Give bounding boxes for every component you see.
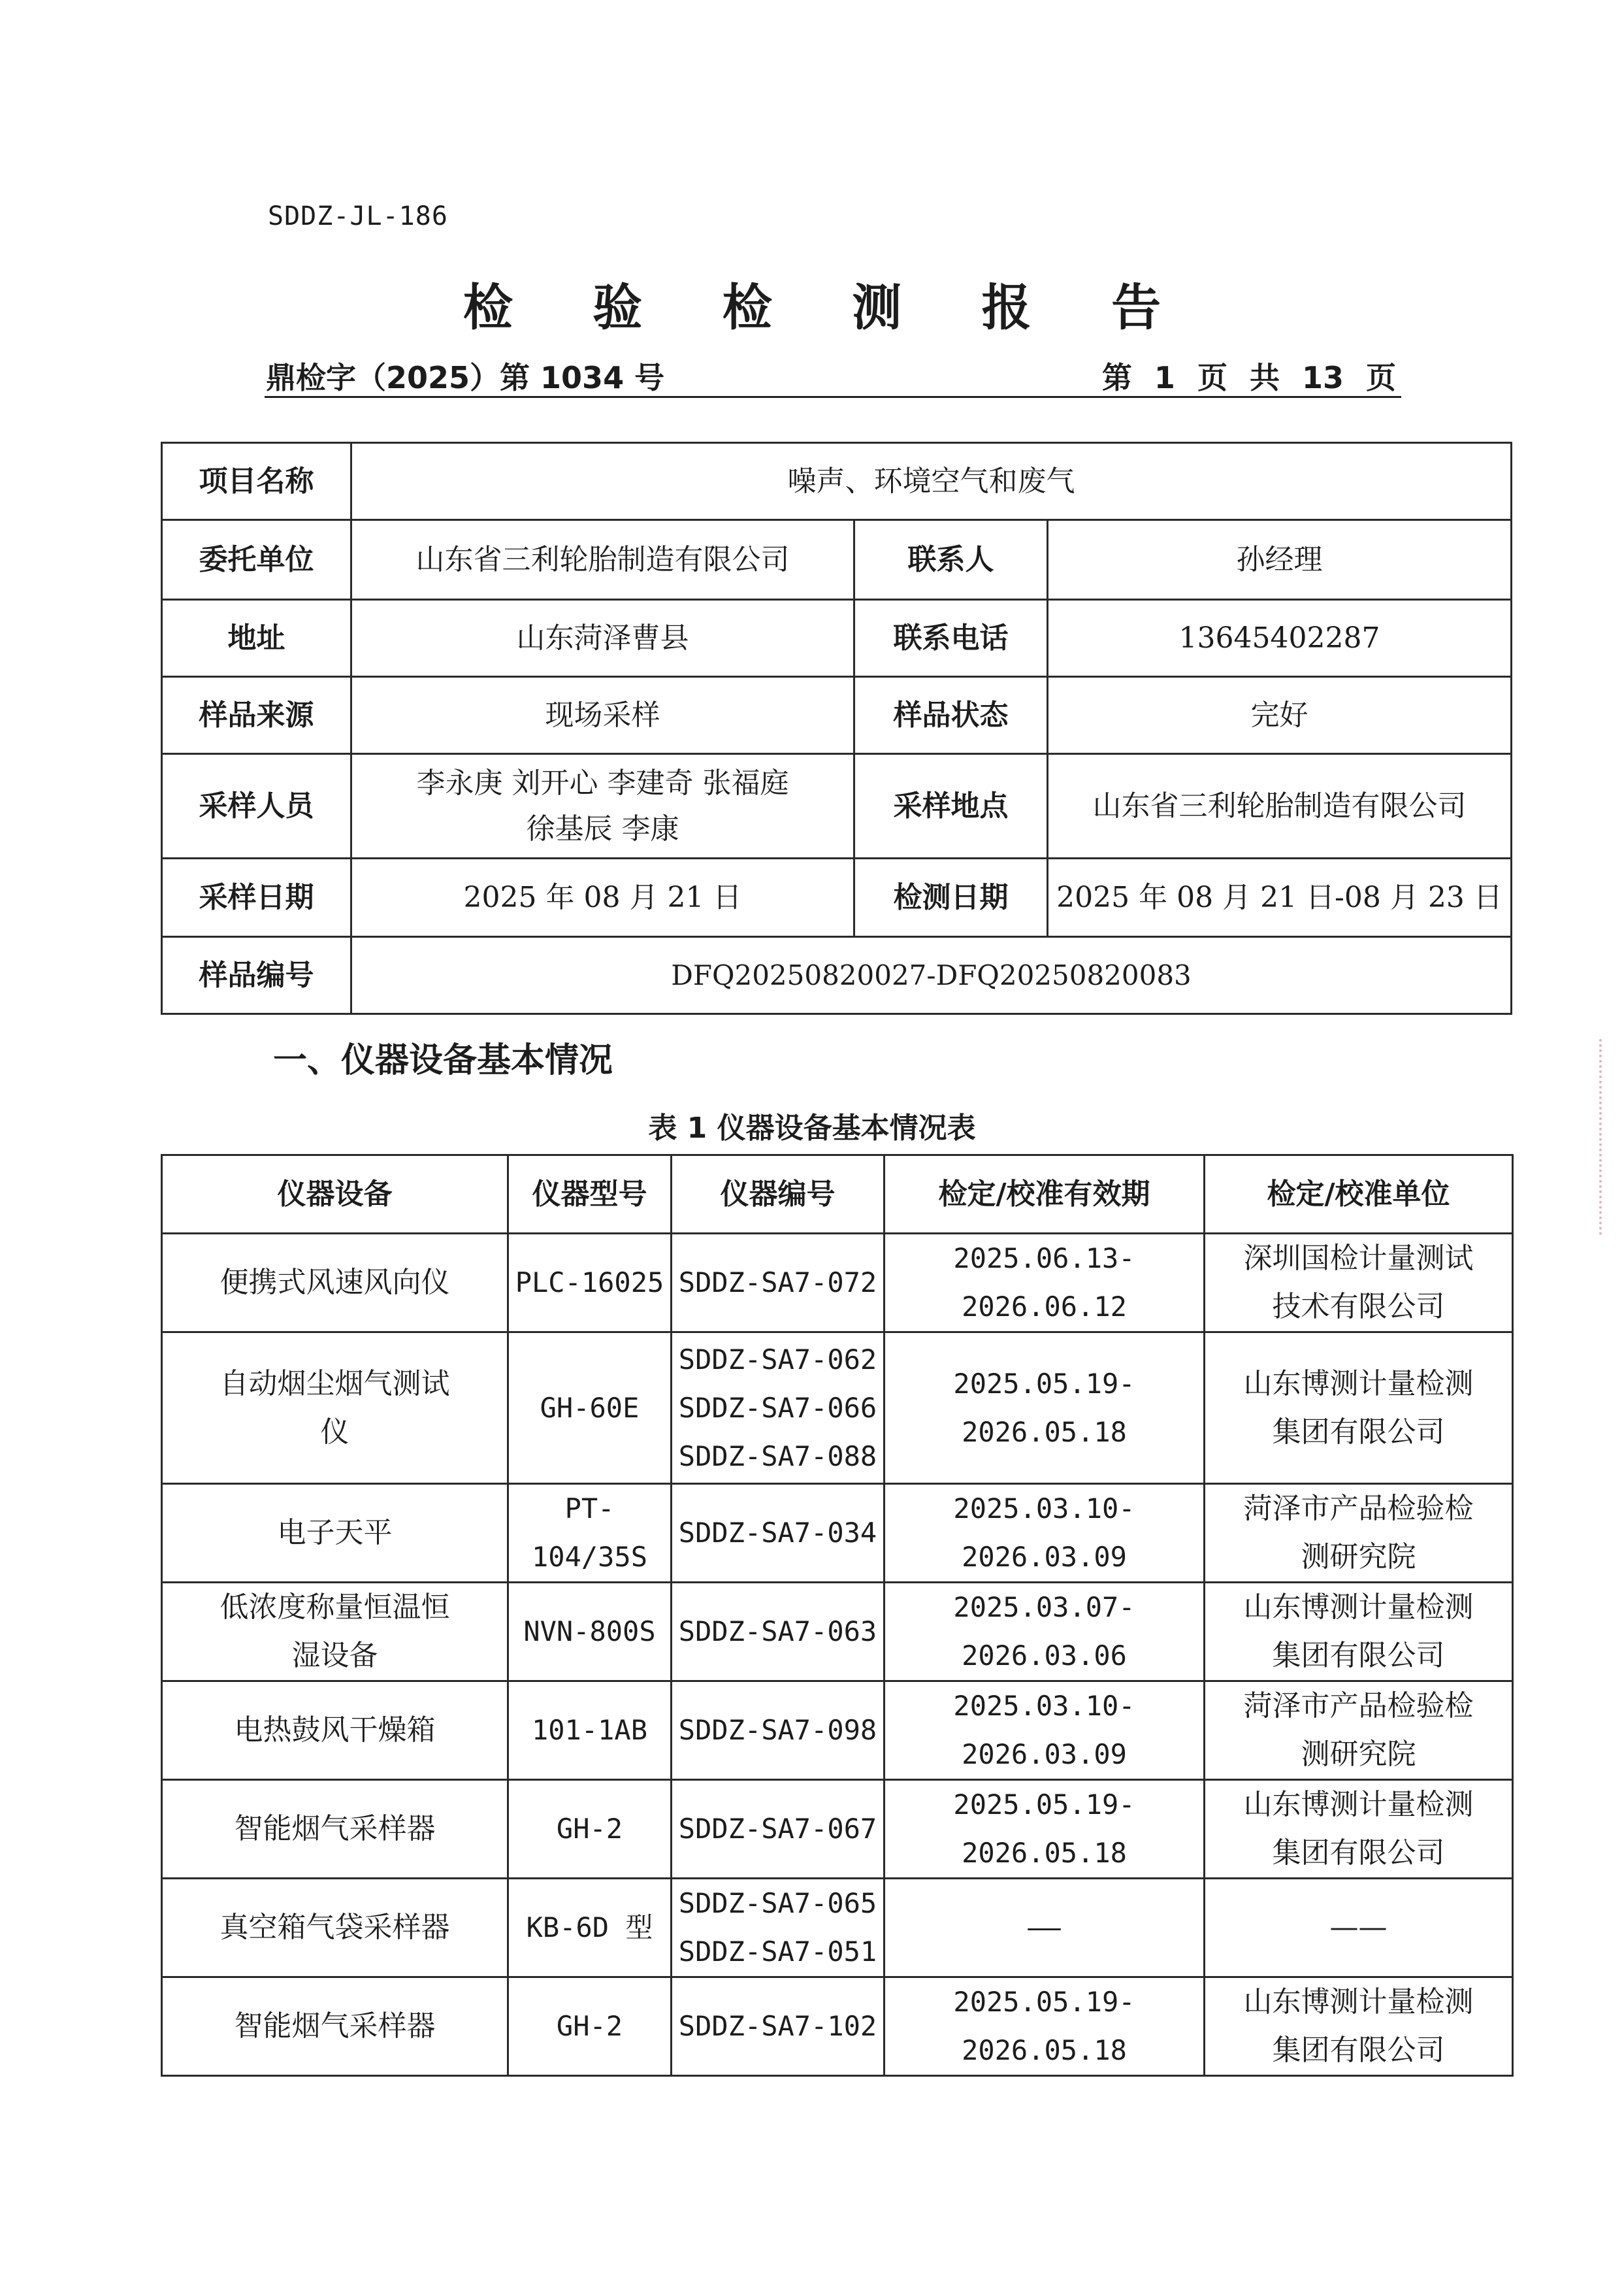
calibration-unit-line: 集团有限公司	[1272, 2034, 1445, 2067]
header-serial: 仪器编号	[672, 1155, 885, 1234]
instrument-name-line: 智能烟气采样器	[234, 2009, 436, 2043]
seal-stamp-edge	[1599, 1039, 1621, 1235]
instrument-serial	[672, 1780, 885, 1879]
calibration-unit	[1205, 1583, 1513, 1681]
calibration-unit-line: 深圳国检计量测试	[1243, 1242, 1474, 1275]
instrument-serial-line: SDDZ-SA7-066	[678, 1391, 877, 1424]
calibration-unit-line: 集团有限公司	[1272, 1836, 1445, 1870]
calibration-validity-line: ——	[1028, 1911, 1061, 1943]
calibration-unit-line: 测研究院	[1301, 1540, 1416, 1574]
instrument-name-line: 自动烟尘烟气测试	[219, 1366, 450, 1400]
address-label: 地址	[162, 600, 351, 677]
instrument-model: PLC-16025	[508, 1234, 672, 1332]
phone-value: 13645402287	[1048, 600, 1512, 677]
sample-date-label: 采样日期	[162, 859, 351, 937]
instrument-serial-line: SDDZ-SA7-065	[678, 1887, 877, 1919]
calibration-unit-line: 山东博测计量检测	[1243, 1788, 1474, 1821]
instrument-model: 101-1AB	[508, 1681, 672, 1780]
contact-value: 孙经理	[1048, 520, 1512, 600]
sampler-names-line: 徐基辰 李康	[526, 812, 679, 846]
instrument-serial-line: SDDZ-SA7-063	[678, 1615, 877, 1647]
instrument-name	[162, 1879, 508, 1977]
sample-no-value: DFQ20250820027-DFQ20250820083	[351, 937, 1512, 1014]
report-title: 检 验 检 测 报 告	[463, 278, 1193, 337]
equipment-row	[162, 1780, 1513, 1879]
sampler-value	[351, 754, 854, 859]
instrument-model: GH-2	[508, 1977, 672, 2076]
instrument-serial	[672, 1583, 885, 1681]
calibration-validity	[885, 1583, 1205, 1681]
instrument-name	[162, 1484, 508, 1583]
site-value: 山东省三利轮胎制造有限公司	[1048, 754, 1512, 859]
calibration-unit-line: 集团有限公司	[1272, 1639, 1445, 1672]
info-row-client	[162, 520, 1512, 600]
state-value: 完好	[1048, 677, 1512, 754]
sample-no-label: 样品编号	[162, 937, 351, 1014]
calibration-unit-line: 山东博测计量检测	[1243, 1985, 1474, 2019]
sampler-names-line: 李永庚 刘开心 李建奇 张福庭	[416, 766, 789, 800]
instrument-name	[162, 1977, 508, 2076]
instrument-model: GH-60E	[508, 1332, 672, 1484]
state-label: 样品状态	[854, 677, 1048, 754]
calibration-validity-line: 2026.03.09	[962, 1738, 1127, 1770]
calibration-unit-line: 菏泽市产品检验检	[1243, 1689, 1474, 1722]
source-label: 样品来源	[162, 677, 351, 754]
instrument-serial	[672, 1977, 885, 2076]
equipment-row	[162, 1332, 1513, 1484]
instrument-serial-line: SDDZ-SA7-088	[678, 1440, 877, 1472]
instrument-name-line: 便携式风速风向仪	[219, 1266, 450, 1299]
instrument-serial	[672, 1879, 885, 1977]
instrument-serial-line: SDDZ-SA7-034	[678, 1517, 877, 1549]
report-reference-line	[265, 350, 1401, 398]
calibration-unit	[1205, 1234, 1513, 1332]
instrument-serial	[672, 1484, 885, 1583]
calibration-validity-line: 2026.03.06	[962, 1640, 1127, 1672]
calibration-validity-line: 2025.03.10-	[953, 1492, 1135, 1525]
page-counter: 第 1 页 共 13 页	[1101, 360, 1396, 395]
calibration-validity	[885, 1879, 1205, 1977]
calibration-unit-line: 技术有限公司	[1272, 1290, 1445, 1323]
header-calibration-unit: 检定/校准单位	[1205, 1155, 1513, 1234]
info-row-source	[162, 677, 1512, 754]
instrument-name-line: 智能烟气采样器	[234, 1812, 436, 1845]
calibration-validity-line: 2026.05.18	[962, 2034, 1127, 2066]
equipment-row	[162, 1681, 1513, 1780]
calibration-validity-line: 2025.05.19-	[953, 1367, 1135, 1400]
client-value: 山东省三利轮胎制造有限公司	[351, 520, 854, 600]
instrument-serial-line: SDDZ-SA7-051	[678, 1936, 877, 1968]
calibration-unit	[1205, 1879, 1513, 1977]
calibration-validity-line: 2025.06.13-	[953, 1242, 1135, 1274]
document-code: SDDZ-JL-186	[268, 201, 448, 231]
instrument-name-line: 仪	[320, 1415, 349, 1449]
instrument-name-line: 湿设备	[291, 1639, 378, 1672]
project-value: 噪声、环境空气和废气	[351, 443, 1512, 520]
calibration-validity-line: 2025.03.10-	[953, 1690, 1135, 1722]
calibration-validity	[885, 1332, 1205, 1484]
section-title: 一、仪器设备基本情况	[273, 1041, 613, 1080]
equipment-row	[162, 1234, 1513, 1332]
address-value: 山东菏泽曹县	[351, 600, 854, 677]
calibration-validity	[885, 1681, 1205, 1780]
instrument-name	[162, 1780, 508, 1879]
calibration-unit	[1205, 1977, 1513, 2076]
calibration-validity	[885, 1780, 1205, 1879]
instrument-serial	[672, 1332, 885, 1484]
instrument-serial	[672, 1681, 885, 1780]
client-label: 委托单位	[162, 520, 351, 600]
equipment-table	[161, 1154, 1514, 2077]
equipment-table-body	[162, 1234, 1513, 2076]
calibration-validity-line: 2025.05.19-	[953, 1788, 1135, 1821]
contact-label: 联系人	[854, 520, 1048, 600]
instrument-serial-line: SDDZ-SA7-102	[678, 2010, 877, 2042]
site-label: 采样地点	[854, 754, 1048, 859]
calibration-validity-line: 2025.03.07-	[953, 1591, 1135, 1623]
project-label: 项目名称	[162, 443, 351, 520]
calibration-validity-line: 2026.05.18	[962, 1415, 1127, 1448]
equipment-header-row	[162, 1155, 1513, 1234]
header-validity: 检定/校准有效期	[885, 1155, 1205, 1234]
equipment-row	[162, 1879, 1513, 1977]
instrument-serial-line: SDDZ-SA7-072	[678, 1266, 877, 1298]
instrument-name	[162, 1583, 508, 1681]
instrument-model: KB-6D 型	[508, 1879, 672, 1977]
calibration-unit	[1205, 1332, 1513, 1484]
calibration-unit-line: 测研究院	[1301, 1738, 1416, 1771]
instrument-serial-line: SDDZ-SA7-098	[678, 1714, 877, 1746]
instrument-model: PT-104/35S	[508, 1484, 672, 1583]
instrument-name-line: 电热鼓风干燥箱	[234, 1713, 436, 1747]
calibration-validity	[885, 1484, 1205, 1583]
report-info-table	[161, 442, 1512, 1015]
info-row-sample-no	[162, 937, 1512, 1014]
calibration-validity	[885, 1977, 1205, 2076]
calibration-unit	[1205, 1484, 1513, 1583]
instrument-name-line: 低浓度称量恒温恒	[219, 1591, 450, 1624]
instrument-name	[162, 1234, 508, 1332]
info-row-sampler	[162, 754, 1512, 859]
table-caption: 表 1 仪器设备基本情况表	[648, 1112, 976, 1145]
equipment-row	[162, 1583, 1513, 1681]
info-row-dates	[162, 859, 1512, 937]
instrument-serial	[672, 1234, 885, 1332]
calibration-unit	[1205, 1681, 1513, 1780]
calibration-validity	[885, 1234, 1205, 1332]
equipment-row	[162, 1484, 1513, 1583]
instrument-name	[162, 1332, 508, 1484]
calibration-unit	[1205, 1780, 1513, 1879]
calibration-unit-line: 山东博测计量检测	[1243, 1591, 1474, 1624]
calibration-validity-line: 2026.03.09	[962, 1541, 1127, 1573]
instrument-model: GH-2	[508, 1780, 672, 1879]
calibration-validity-line: 2026.05.18	[962, 1837, 1127, 1869]
source-value: 现场采样	[351, 677, 854, 754]
instrument-name	[162, 1681, 508, 1780]
calibration-validity-line: 2025.05.19-	[953, 1986, 1135, 2018]
test-date-label: 检测日期	[854, 859, 1048, 937]
instrument-serial-line: SDDZ-SA7-062	[678, 1343, 877, 1376]
header-model: 仪器型号	[508, 1155, 672, 1234]
phone-label: 联系电话	[854, 600, 1048, 677]
info-row-address	[162, 600, 1512, 677]
instrument-name-line: 真空箱气袋采样器	[219, 1911, 450, 1944]
calibration-unit-line: 集团有限公司	[1272, 1415, 1445, 1449]
sample-date-value: 2025 年 08 月 21 日	[351, 859, 854, 937]
info-row-project	[162, 443, 1512, 520]
calibration-unit-line: ——	[1329, 1911, 1388, 1944]
test-date-value: 2025 年 08 月 21 日-08 月 23 日	[1048, 859, 1512, 937]
report-number: 鼎检字（2025）第 1034 号	[266, 360, 665, 395]
sampler-label: 采样人员	[162, 754, 351, 859]
calibration-unit-line: 菏泽市产品检验检	[1243, 1492, 1474, 1525]
instrument-name-line: 电子天平	[277, 1516, 393, 1549]
calibration-unit-line: 山东博测计量检测	[1243, 1366, 1474, 1400]
instrument-model: NVN-800S	[508, 1583, 672, 1681]
instrument-serial-line: SDDZ-SA7-067	[678, 1813, 877, 1845]
header-instrument: 仪器设备	[162, 1155, 508, 1234]
equipment-row	[162, 1977, 1513, 2076]
calibration-validity-line: 2026.06.12	[962, 1291, 1127, 1323]
